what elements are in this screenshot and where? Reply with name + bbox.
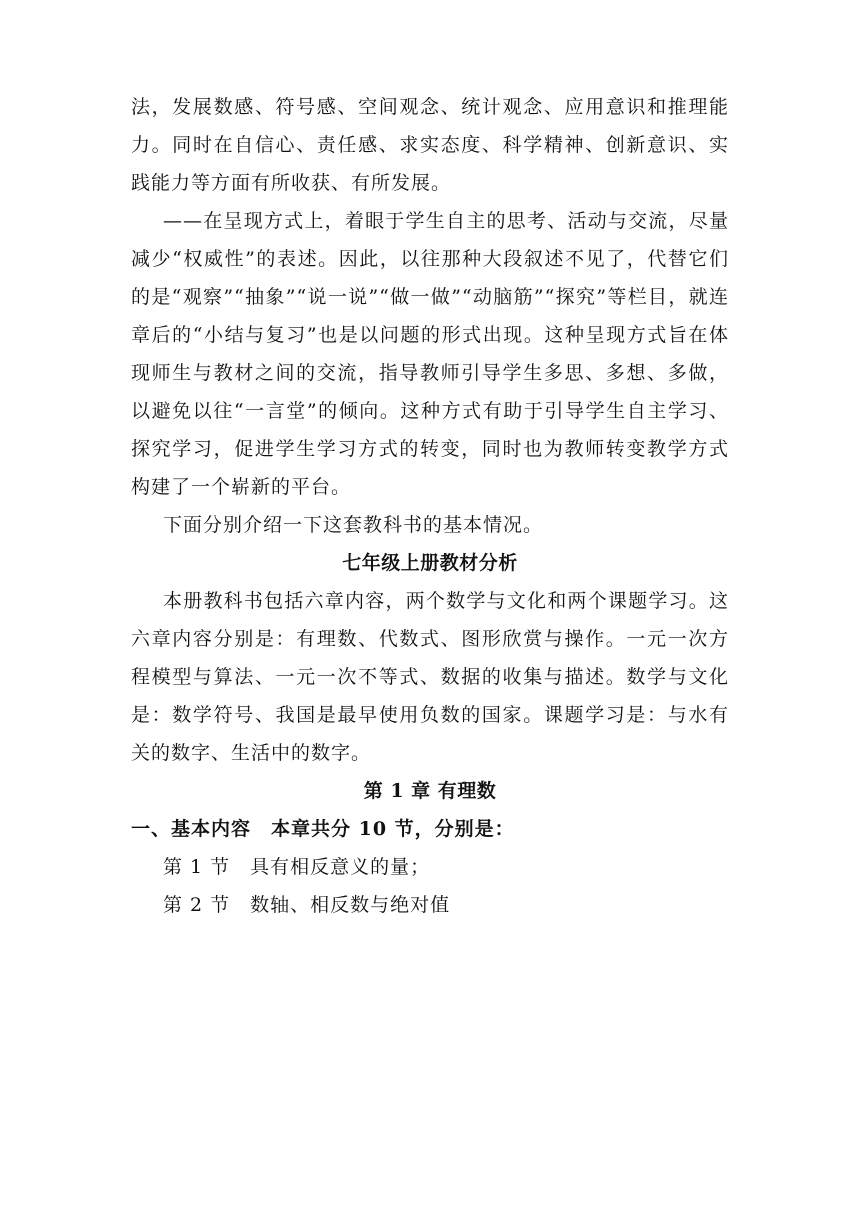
chapter-item-2: 第 2 节 数轴、相反数与绝对值 bbox=[163, 894, 451, 916]
paragraph-presentation: ——在呈现方式上，着眼于学生自主的思考、活动与交流，尽量减少“权威性”的表述。因此，以往那种大段叙述不见了，代替它们的是“观察”“抽象”“说一说”“做一做”“动脑筋”“探究”等栏目，就连章后的“小结与复习”也是以问题的形式出现。这种呈现方式旨在体现师生与教材之间的交流，指导教师引导学生多思、多想、多做，以避免以往“一言堂”的倾向。这种方式有助于引导学生自主学习、探究学习，促进学生学习方式的转变，同时也为教师转变教学方式构建了一个崭新的平台。 bbox=[131, 210, 729, 498]
chapter-title: 第 1 章 有理数 bbox=[363, 780, 497, 802]
paragraph-continuation: 法，发展数感、符号感、空间观念、统计观念、应用意识和推理能力。同时在自信心、责任感、求实态度、科学精神、创新意识、实践能力等方面有所收获、有所发展。 bbox=[131, 96, 729, 194]
chapter-heading: 一、基本内容 本章共分 10 节，分别是： bbox=[131, 818, 515, 840]
section-paragraph: 本册教科书包括六章内容，两个数学与文化和两个课题学习。这六章内容分别是：有理数、代数式、图形欣赏与操作。一元一次方程模型与算法、一元一次不等式、数据的收集与描述。数学与文化是：数学符号、我国是最早使用负数的国家。课题学习是：与水有关的数字、生活中的数字。 bbox=[131, 590, 729, 764]
section-title: 七年级上册教材分析 bbox=[342, 552, 518, 574]
chapter-item-1: 第 1 节 具有相反意义的量； bbox=[163, 856, 431, 878]
paragraph-intro: 下面分别介绍一下这套教科书的基本情况。 bbox=[163, 514, 544, 536]
document-body bbox=[131, 88, 729, 924]
